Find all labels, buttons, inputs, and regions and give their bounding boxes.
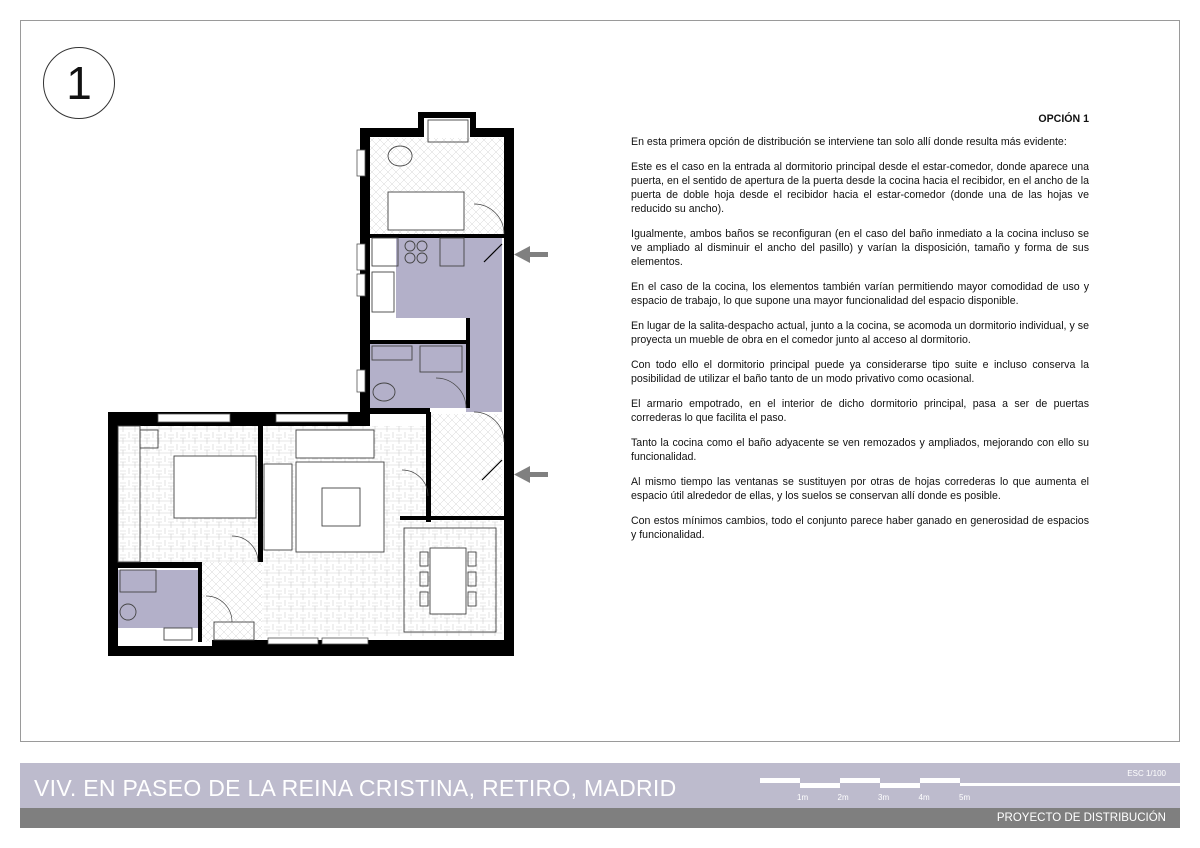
paragraph: En el caso de la cocina, los elementos también varían permitiendo mayor comodidad de uso y espacio de trabajo, lo que supone una mayor funcionalidad del espacio disponible. [631,281,1089,307]
scale-ticks [797,793,1000,802]
paragraph: Con todo ello el dormitorio principal puede ya considerarse tipo suite e incluso conserva la posibilidad de utilizar el baño tanto de un modo privativo como ocasional. [631,359,1089,385]
paragraph: Este es el caso en la entrada al dormitorio principal desde el estar-comedor, donde aparece una puerta, en el sentido de apertura de la puerta desde la cocina hacia el recibidor, en el ancho de la puerta de doble hoja desde el recibidor hacia el estar-comedor (donde una de las hojas ve reducido su ancho). [631,161,1089,215]
description-text [631,112,1089,553]
title-block [20,763,1180,808]
hall-floor [430,414,502,516]
option-title: OPCIÓN 1 [1038,113,1089,125]
project-subtitle: PROYECTO DE DISTRIBUCIÓN [996,812,1166,824]
arrow-hall-entry [528,472,548,477]
scale-tick: 2m [837,793,849,802]
scale-bar [760,778,1180,794]
scale-tick: 4m [918,793,930,802]
paragraph: En lugar de la salita-despacho actual, junto a la cocina, se acomoda un dormitorio individual, y se proyecta un mueble de obra en el comedor junto al acceso al dormitorio. [631,320,1089,346]
paragraph: En esta primera opción de distribución se interviene tan solo allí donde resulta más evidente: [631,136,1067,148]
subtitle-bar [20,808,1180,828]
paragraph: Tanto la cocina como el baño adyacente se ven remozados y ampliados, mejorando con ello su funcionalidad. [631,437,1089,463]
paragraph: Con estos mínimos cambios, todo el conjunto parece haber ganado en generosidad de espacios y funcionalidad. [631,515,1089,541]
project-title: VIV. EN PASEO DE LA REINA CRISTINA, RETIRO, MADRID [34,775,677,801]
scale-tick: 3m [878,793,890,802]
scale-tick: 5m [959,793,971,802]
scale-label: ESC 1/100 [1127,769,1166,778]
paragraph: El armario empotrado, en el interior de dicho dormitorio principal, pasa a ser de puertas correderas lo que facilita el paso. [631,398,1089,424]
paragraph: Al mismo tiempo las ventanas se sustituyen por otras de hojas correderas lo que aumenta el espacio útil alrededor de ellas, y los suelos se conservan allí donde es posible. [631,476,1089,502]
entrance-arrows [514,246,548,483]
arrow-kitchen-entry [528,252,548,257]
scale-tick: 1m [797,793,809,802]
sheet-number: 1 [66,57,92,109]
paragraph: Igualmente, ambos baños se reconfiguran (en el caso del baño inmediato a la cocina incluso se ve ampliado al disminuir el ancho del pasillo) y varían la disposición, tamaño y forma de sus elementos. [631,228,1089,268]
bath-1-highlight [370,344,466,408]
corridor-floor [202,562,262,642]
